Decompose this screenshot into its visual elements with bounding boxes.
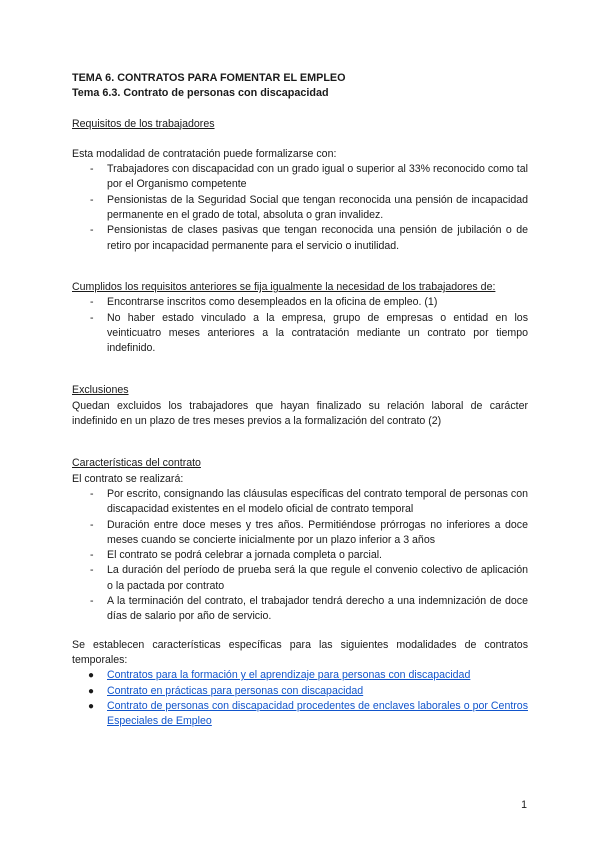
requisitos-list [72,162,528,254]
bullet-icon: ● [88,685,95,697]
cumplidos-heading: Cumplidos los requisitos anteriores se fija igualmente la necesidad de los trabajadores de: [72,280,496,293]
bullet-icon: ● [88,670,95,682]
link-formacion-aprendizaje[interactable]: Contratos para la formación y el aprendizaje para personas con discapacidad [107,669,471,682]
requisitos-heading: Requisitos de los trabajadores [72,117,215,130]
document-subtitle: Tema 6.3. Contrato de personas con discapacidad [72,87,329,100]
list-item: - No haber estado vinculado a la empresa, grupo de empresas o entidad en los veinticuatro meses anteriores a la contratación mediante un contrato por tiempo indefinido. [72,311,528,357]
list-item [72,684,528,699]
modalidades-intro: Se establecen características específicas para las siguientes modalidades de contratos temporales: [72,638,528,666]
list-item [72,699,528,730]
page-number: 1 [521,799,527,811]
exclusiones-heading: Exclusiones [72,384,129,397]
list-item: - Pensionistas de clases pasivas que tengan reconocida una pensión de jubilación o de retiro por incapacidad permanente para el servicio o inutilidad. [72,223,528,254]
list-item: - El contrato se podrá celebrar a jornada completa o parcial. [72,548,528,563]
list-item: - A la terminación del contrato, el trabajador tendrá derecho a una indemnización de doce días de salario por año de servicio. [72,594,528,625]
requisitos-intro: Esta modalidad de contratación puede formalizarse con: [72,147,337,160]
list-item [72,668,528,683]
list-item: - La duración del período de prueba será la que regule el convenio colectivo de aplicación o la pactada por contrato [72,563,528,594]
link-enclaves-laborales[interactable]: Contrato de personas con discapacidad procedentes de enclaves laborales o por Centros Especiales de Empleo [107,699,528,728]
list-item: - Duración entre doce meses y tres años. Permitiéndose prórrogas no inferiores a doce meses cuando se concierte inicialmente por un plazo inferior a 3 años [72,518,528,549]
document-body [72,71,528,729]
caracteristicas-intro: El contrato se realizará: [72,472,184,485]
list-item: - Por escrito, consignando las cláusulas específicas del contrato temporal de personas con discapacidad existentes en el modelo oficial de contrato temporal [72,487,528,518]
caracteristicas-heading: Características del contrato [72,457,201,470]
modalidades-list [72,668,528,729]
caracteristicas-list [72,487,528,625]
bullet-icon: ● [88,700,95,712]
exclusiones-text: Quedan excluidos los trabajadores que hayan finalizado su relación laboral de carácter indefinido en un plazo de tres meses previos a la formalización del contrato (2) [72,399,528,428]
list-item: - Pensionistas de la Seguridad Social que tengan reconocida una pensión de incapacidad permanente en el grado de total, absoluta o gran invalidez. [72,193,528,224]
cumplidos-list [72,295,528,356]
list-item: - Trabajadores con discapacidad con un grado igual o superior al 33% reconocido como tal por el Organismo competente [72,162,528,193]
list-item: - Encontrarse inscritos como desempleados en la oficina de empleo. (1) [72,295,528,310]
link-practicas[interactable]: Contrato en prácticas para personas con discapacidad [107,684,364,697]
document-title: TEMA 6. CONTRATOS PARA FOMENTAR EL EMPLEO [72,72,346,84]
